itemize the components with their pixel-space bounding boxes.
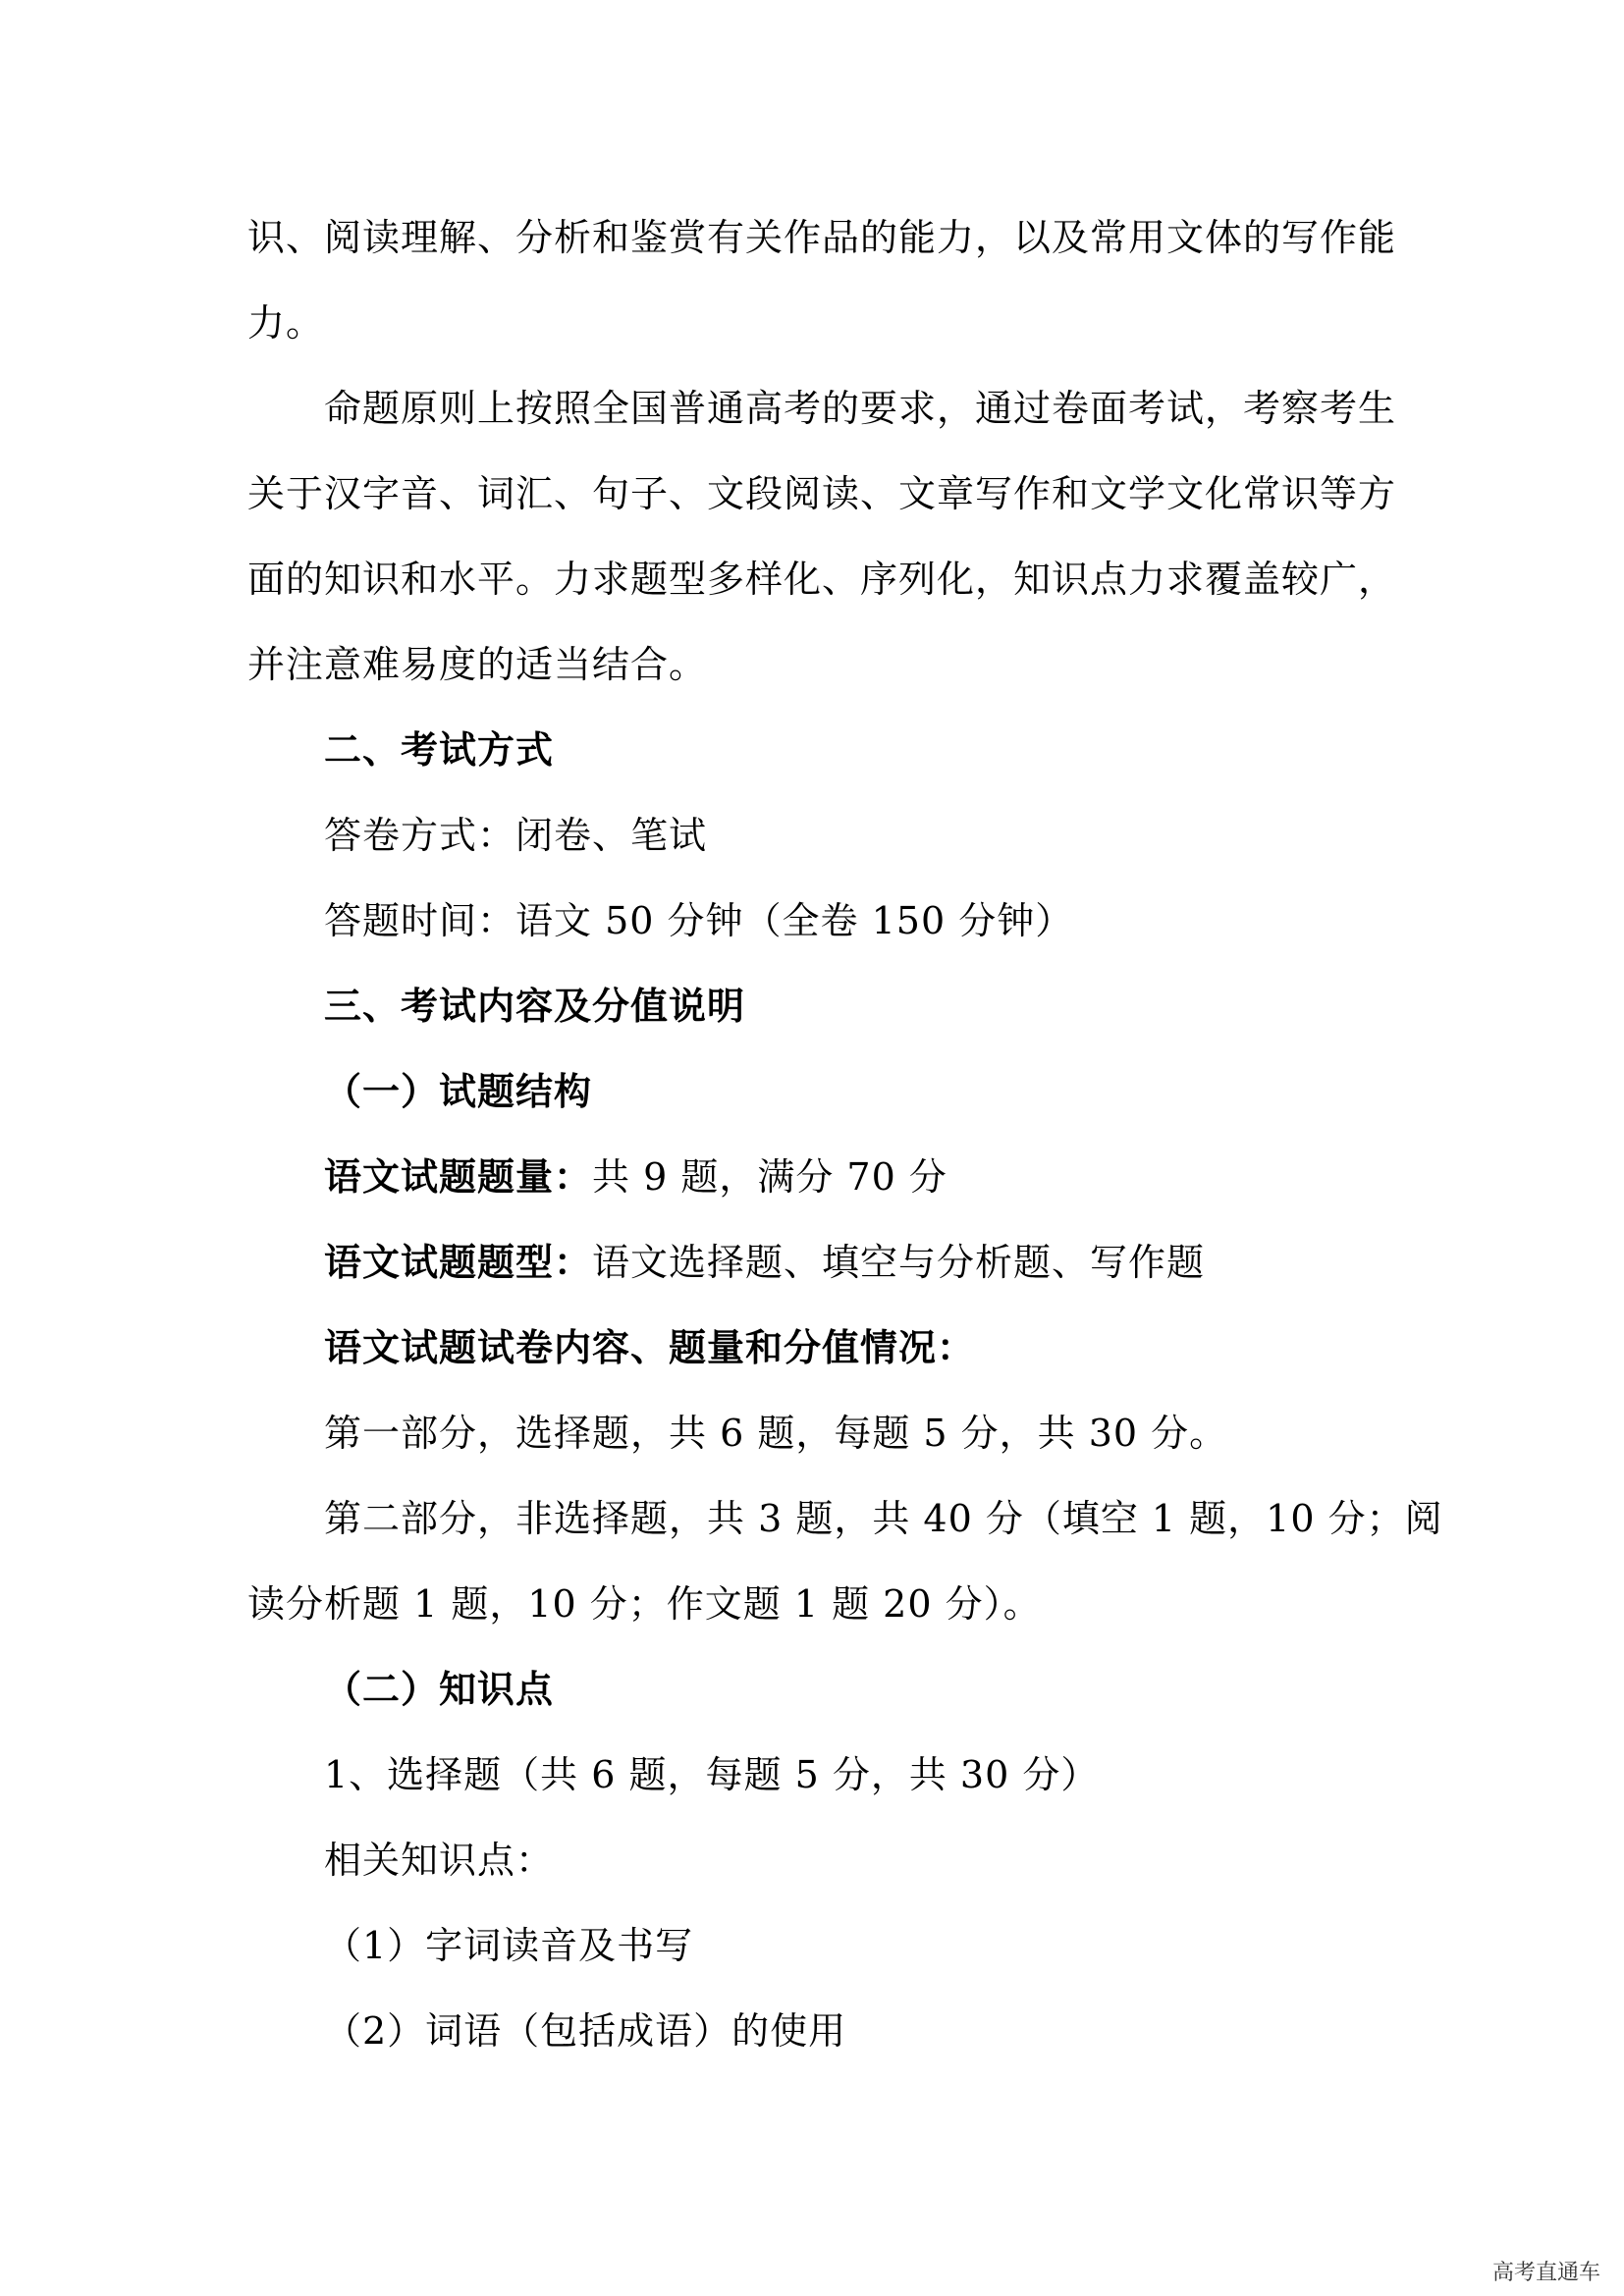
paragraph-2-line-4: 并注意难易度的适当结合。 [247,643,708,686]
paragraph-1-line-2: 力。 [247,301,325,345]
section-3-heading: 三、考试内容及分值说明 [324,984,746,1028]
paragraph-2-line-2: 关于汉字音、词汇、句子、文段阅读、文章写作和文学文化常识等方 [247,472,1397,515]
section-2-heading: 二、考试方式 [324,727,555,772]
answer-time: 答题时间：语文 50 分钟（全卷 150 分钟） [324,899,1074,942]
part-2-line-1: 第二部分，非选择题，共 3 题，共 40 分（填空 1 题，10 分；阅 [324,1497,1443,1540]
part-2-line-2: 读分析题 1 题，10 分；作文题 1 题 20 分）。 [247,1582,1042,1626]
part-1: 第一部分，选择题，共 6 题，每题 5 分，共 30 分。 [324,1412,1228,1455]
sub-1-heading: （一）试题结构 [324,1069,593,1113]
types-value: 语文选择题、填空与分析题、写作题 [592,1241,1206,1284]
point-1: （1）字词读音及书写 [324,1924,694,1967]
paragraph-1-line-1: 识、阅读理解、分析和鉴赏有关作品的能力，以及常用文体的写作能 [247,216,1397,259]
types-line [324,1237,1386,1288]
content-label: 语文试题试卷内容、题量和分值情况： [324,1325,976,1369]
related-label: 相关知识点： [324,1839,555,1882]
quantity-value: 共 9 题，满分 70 分 [592,1155,947,1199]
watermark-text: 高考直通车 [1487,2254,1606,2288]
item-1: 1、选择题（共 6 题，每题 5 分，共 30 分） [324,1753,1100,1796]
answer-mode: 答卷方式：闭卷、笔试 [324,814,708,857]
paragraph-2-line-3: 面的知识和水平。力求题型多样化、序列化，知识点力求覆盖较广， [247,558,1397,601]
sub-2-heading: （二）知识点 [324,1667,555,1711]
quantity-label: 语文试题题量： [324,1154,593,1199]
point-2: （2）词语（包括成语）的使用 [324,2009,847,2053]
paragraph-2-line-1: 命题原则上按照全国普通高考的要求，通过卷面考试，考察考生 [324,387,1397,430]
types-label: 语文试题题型： [324,1240,593,1284]
quantity-line [324,1151,1386,1202]
